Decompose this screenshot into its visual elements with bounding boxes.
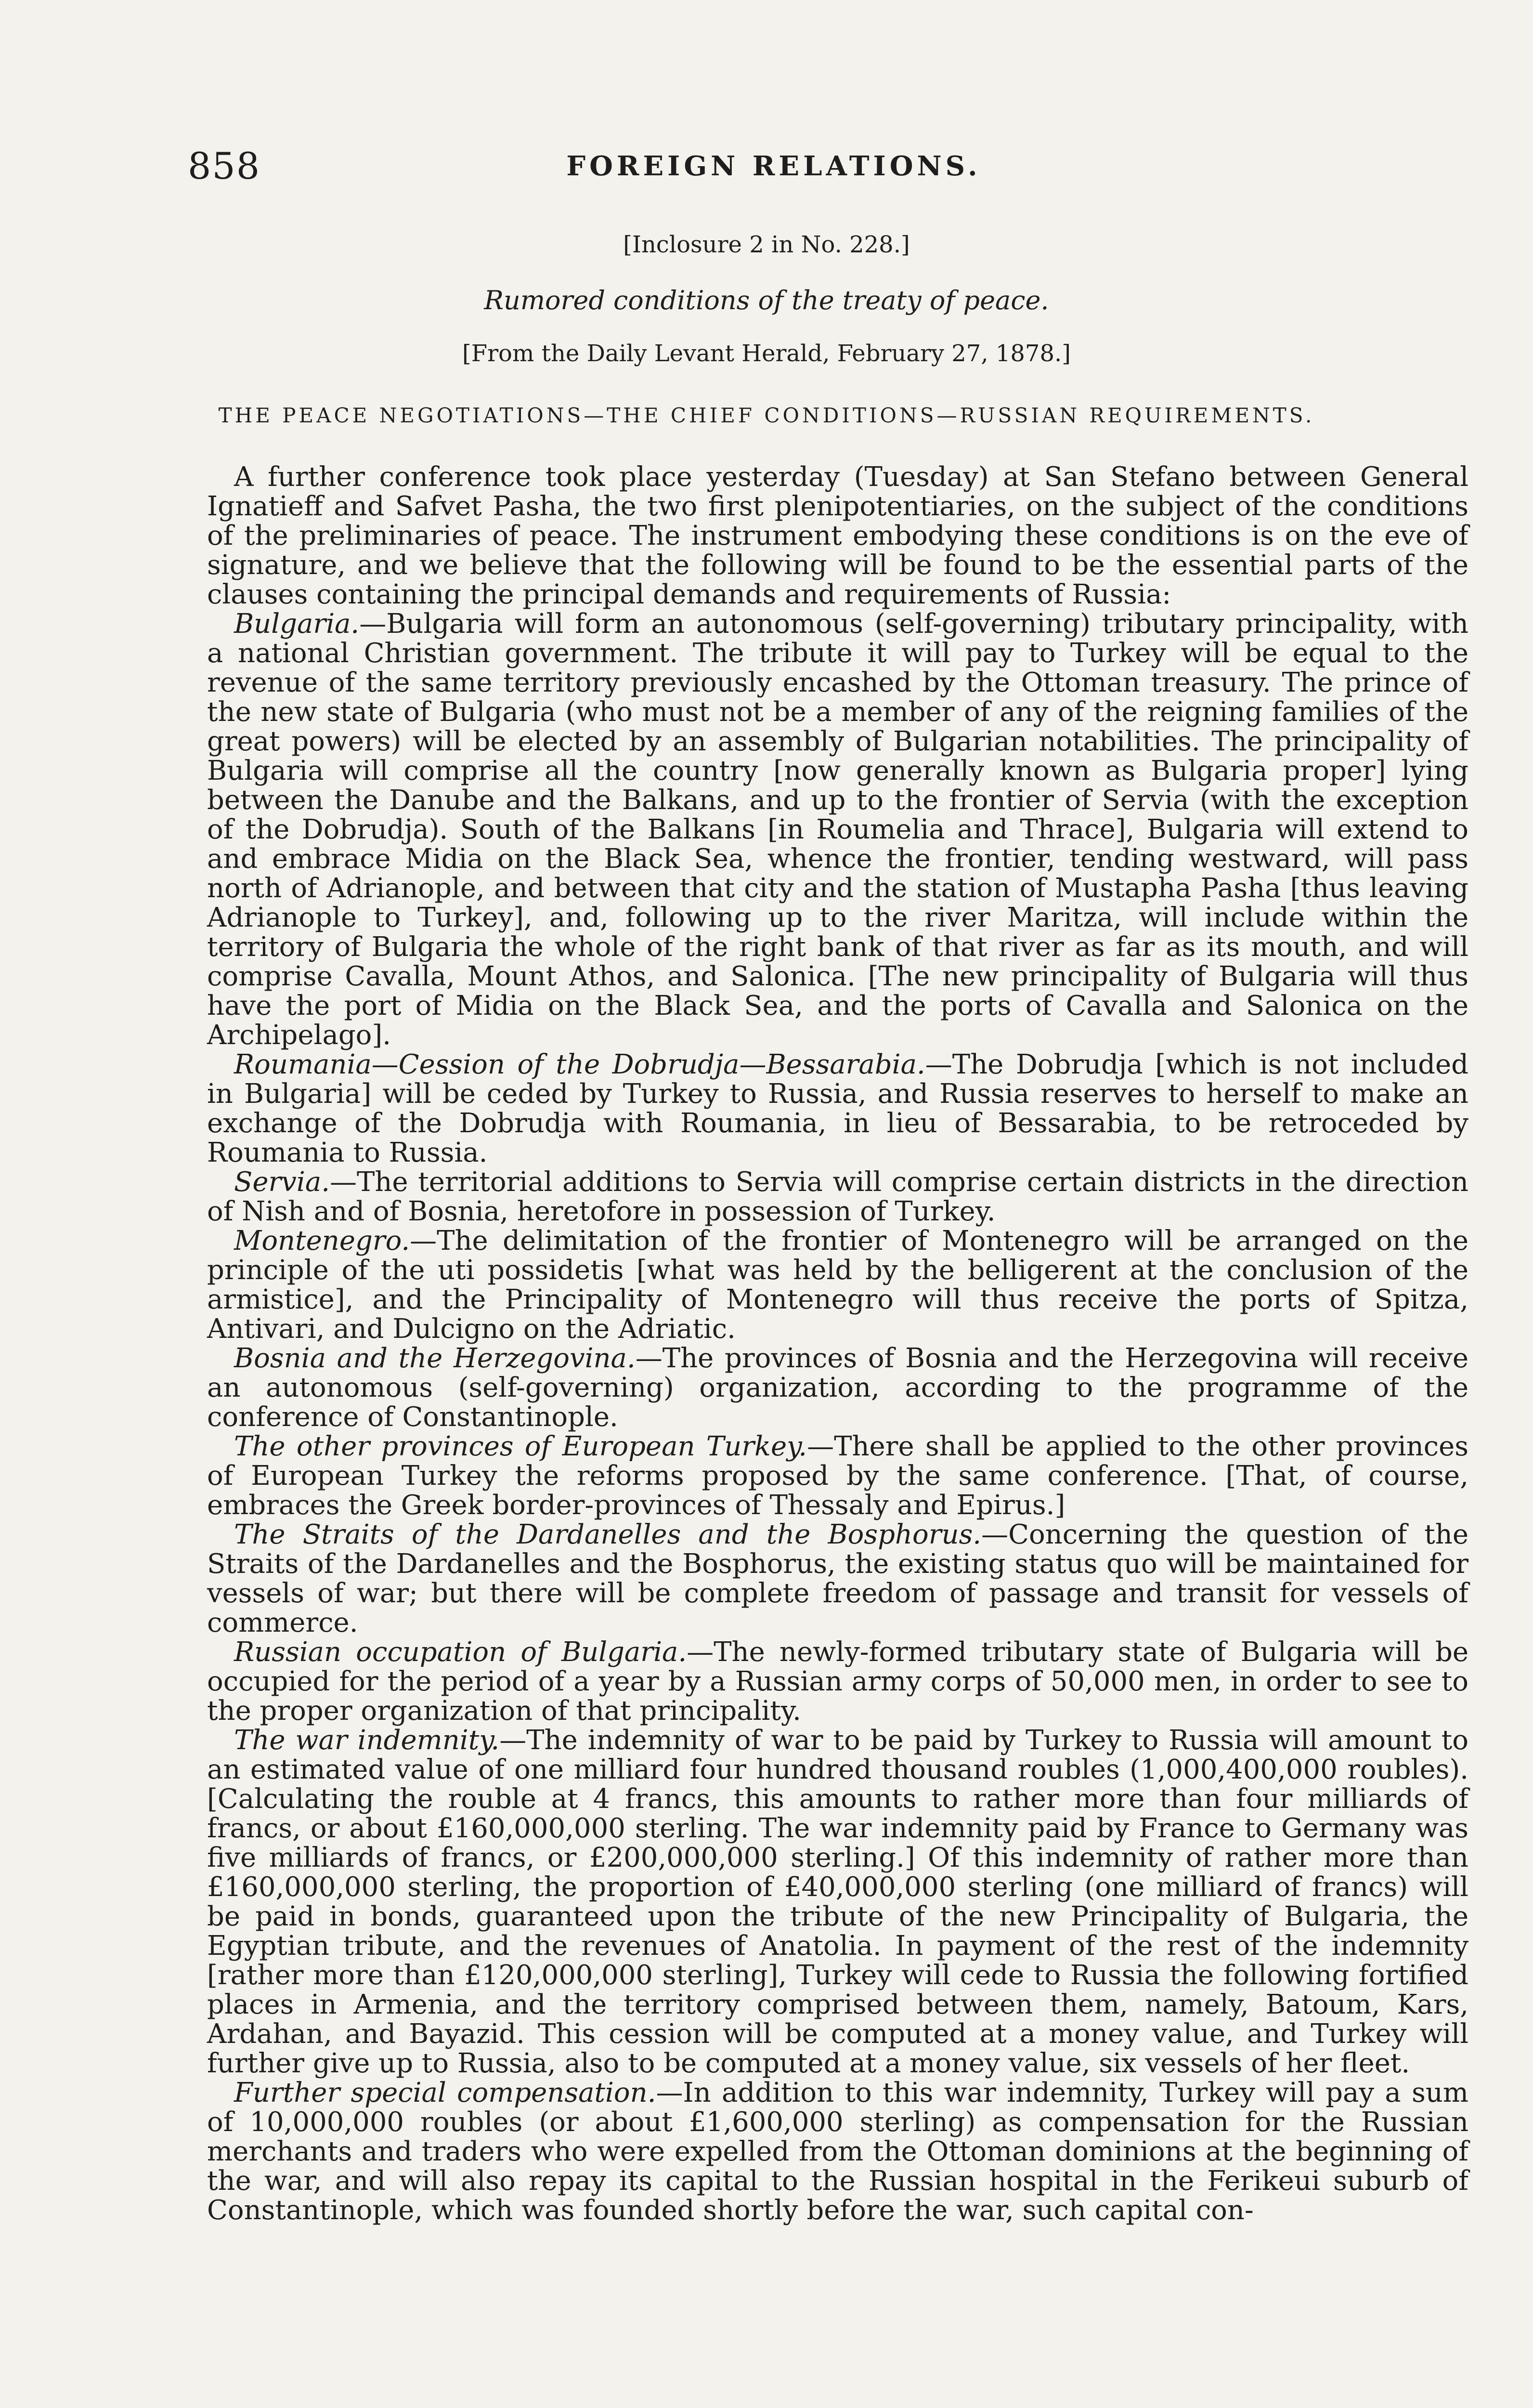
running-head (188, 144, 1360, 202)
paragraph (207, 1432, 1468, 1520)
paragraph (207, 1226, 1468, 1344)
article-title: Rumored conditions of the treaty of peace. (484, 285, 1049, 315)
paragraph (207, 609, 1468, 1050)
article-body (207, 462, 1468, 2225)
paragraph-text: —The newly-formed tributary state of Bulgaria will be occupied for the period of a year by a Russian army corps of 50,000 men, in order to see to the proper organization of that principality. (207, 1636, 1469, 1727)
paragraph-text: —There shall be applied to the other provinces of European Turkey the reforms proposed by the same conference. [That, of course, embraces the Greek border-provinces of Thessaly and Epirus.] (207, 1431, 1468, 1521)
paragraph-lead: Roumania—Cession of the Dobrudja—Bessarabia. (234, 1049, 925, 1080)
paragraph (207, 462, 1468, 609)
source-line: [From the Daily Levant Herald, February 27, 1878.] (462, 340, 1071, 367)
paragraph-lead: The other provinces of European Turkey. (234, 1431, 807, 1462)
paragraph (207, 1520, 1468, 1637)
paragraph-lead: Montenegro. (234, 1225, 410, 1256)
paragraph-lead: Servia. (234, 1166, 330, 1198)
paragraph-text: —The indemnity of war to be paid by Turkey to Russia will amount to an estimated value of one milliard four hundred thousand roubles (1,000,400,000 roubles). [Calculating the rouble at 4 francs, this amounts to rather more than four milliards of francs, or about £160,000,000 sterling. The war indemnity paid by France to Germany was five milliards of francs, or £200,000,000 sterling.] Of this indemnity of rather more than £160,000,000 sterling, the proportion of £40,000,000 sterling (one milliard of francs) will be paid in bonds, guaranteed upon the tribute of the new Principality of Bulgaria, the Egyptian tribute, and the revenues of Anatolia. In payment of the rest of the indemnity [rather more than £120,000,000 sterling], Turkey will cede to Russia the following fortified places in Armenia, and the territory comprised between them, namely, Batoum, Kars, Ardahan, and Bayazid. This cession will be computed at a money value, and Turkey will further give up to Russia, also to be computed at a money value, six vessels of her fleet. (207, 1725, 1469, 2079)
paragraph-lead: Bosnia and the Herzegovina. (234, 1343, 636, 1374)
inclosure-note: [Inclosure 2 in No. 228.] (623, 231, 910, 258)
paragraph-lead: The war indemnity. (234, 1725, 500, 1756)
paragraph-text: —The provinces of Bosnia and the Herzegovina will receive an autonomous (self-governing) organization, according to the programme of the conference of Constantinople. (207, 1343, 1468, 1433)
page-number: 858 (188, 144, 261, 187)
paragraph-text: —Bulgaria will form an autonomous (self-governing) tributary principality, with a national Christian government. The tribute it will pay to Turkey will be equal to the revenue of the same territory previously encashed by the Ottoman treasury. The prince of the new state of Bulgaria (who must not be a member of any of the reigning families of the great powers) will be elected by an assembly of Bulgarian notabilities. The principality of Bulgaria will comprise all the country [now generally known as Bulgaria proper] lying between the Danube and the Balkans, and up to the frontier of Servia (with the exception of the Dobrudja). South of the Balkans [in Roumelia and Thrace], Bulgaria will extend to and embrace Midia on the Black Sea, whence the frontier, tending westward, will pass north of Adrianople, and between that city and the station of Mustapha Pasha [thus leaving Adrianople to Turkey], and, following up to the river Maritza, will include within the territory of Bulgaria the whole of the right bank of that river as far as its mouth, and will comprise Cavalla, Mount Athos, and Salonica. [The new principality of Bulgaria will thus have the port of Midia on the Black Sea, and the ports of Cavalla and Salonica on the Archipelago]. (207, 608, 1468, 1051)
paragraph (207, 1344, 1468, 1432)
paragraph (207, 1637, 1468, 1726)
subheading: THE PEACE NEGOTIATIONS—THE CHIEF CONDITIONS—RUSSIAN REQUIREMENTS. (218, 404, 1315, 427)
paragraph (207, 2078, 1468, 2225)
paragraph-text: —The delimitation of the frontier of Montenegro will be arranged on the principle of the uti possidetis [what was held by the belligerent at the conclusion of the armistice], and the Principality of Montenegro will thus receive the ports of Spitza, Antivari, and Dulcigno on the Adriatic. (207, 1225, 1468, 1345)
paragraph-text: —The Dobrudja [which is not included in Bulgaria] will be ceded by Turkey to Russia, and Russia reserves to herself to make an exchange of the Dobrudja with Roumania, in lieu of Bessarabia, to be retroceded by Roumania to Russia. (207, 1049, 1468, 1168)
running-title: FOREIGN RELATIONS. (566, 150, 981, 182)
paragraph-lead: The Straits of the Dardanelles and the Bosphorus. (234, 1519, 982, 1550)
paragraph (207, 1726, 1468, 2078)
paragraph-text: A further conference took place yesterday (Tuesday) at San Stefano between General Ignatieff and Safvet Pasha, the two first plenipotentiaries, on the subject of the conditions of the preliminaries of peace. The instrument embodying these conditions is on the eve of signature, and we believe that the following will be found to be the essential parts of the clauses containing the principal demands and requirements of Russia: (207, 461, 1468, 610)
paragraph-lead: Bulgaria. (234, 608, 360, 640)
paragraph-text: —In addition to this war indemnity, Turkey will pay a sum of 10,000,000 roubles (or about £1,600,000 sterling) as compensation for the Russian merchants and traders who were expelled from the Ottoman dominions at the beginning of the war, and will also repay its capital to the Russian hospital in the Ferikeui suburb of Constantinople, which was founded shortly before the war, such capital con- (207, 2077, 1468, 2226)
paragraph (207, 1050, 1468, 1167)
paragraph-text: —The territorial additions to Servia will comprise certain districts in the direction of Nish and of Bosnia, heretofore in possession of Turkey. (207, 1166, 1468, 1227)
paragraph (207, 1167, 1468, 1226)
paragraph-lead: Russian occupation of Bulgaria. (234, 1636, 687, 1668)
paragraph-text: —Concerning the question of the Straits of the Dardanelles and the Bosphorus, the existing status quo will be maintained for vessels of war; but there will be complete freedom of passage and transit for vessels of commerce. (207, 1519, 1468, 1638)
paragraph-lead: Further special compensation. (234, 2077, 656, 2108)
